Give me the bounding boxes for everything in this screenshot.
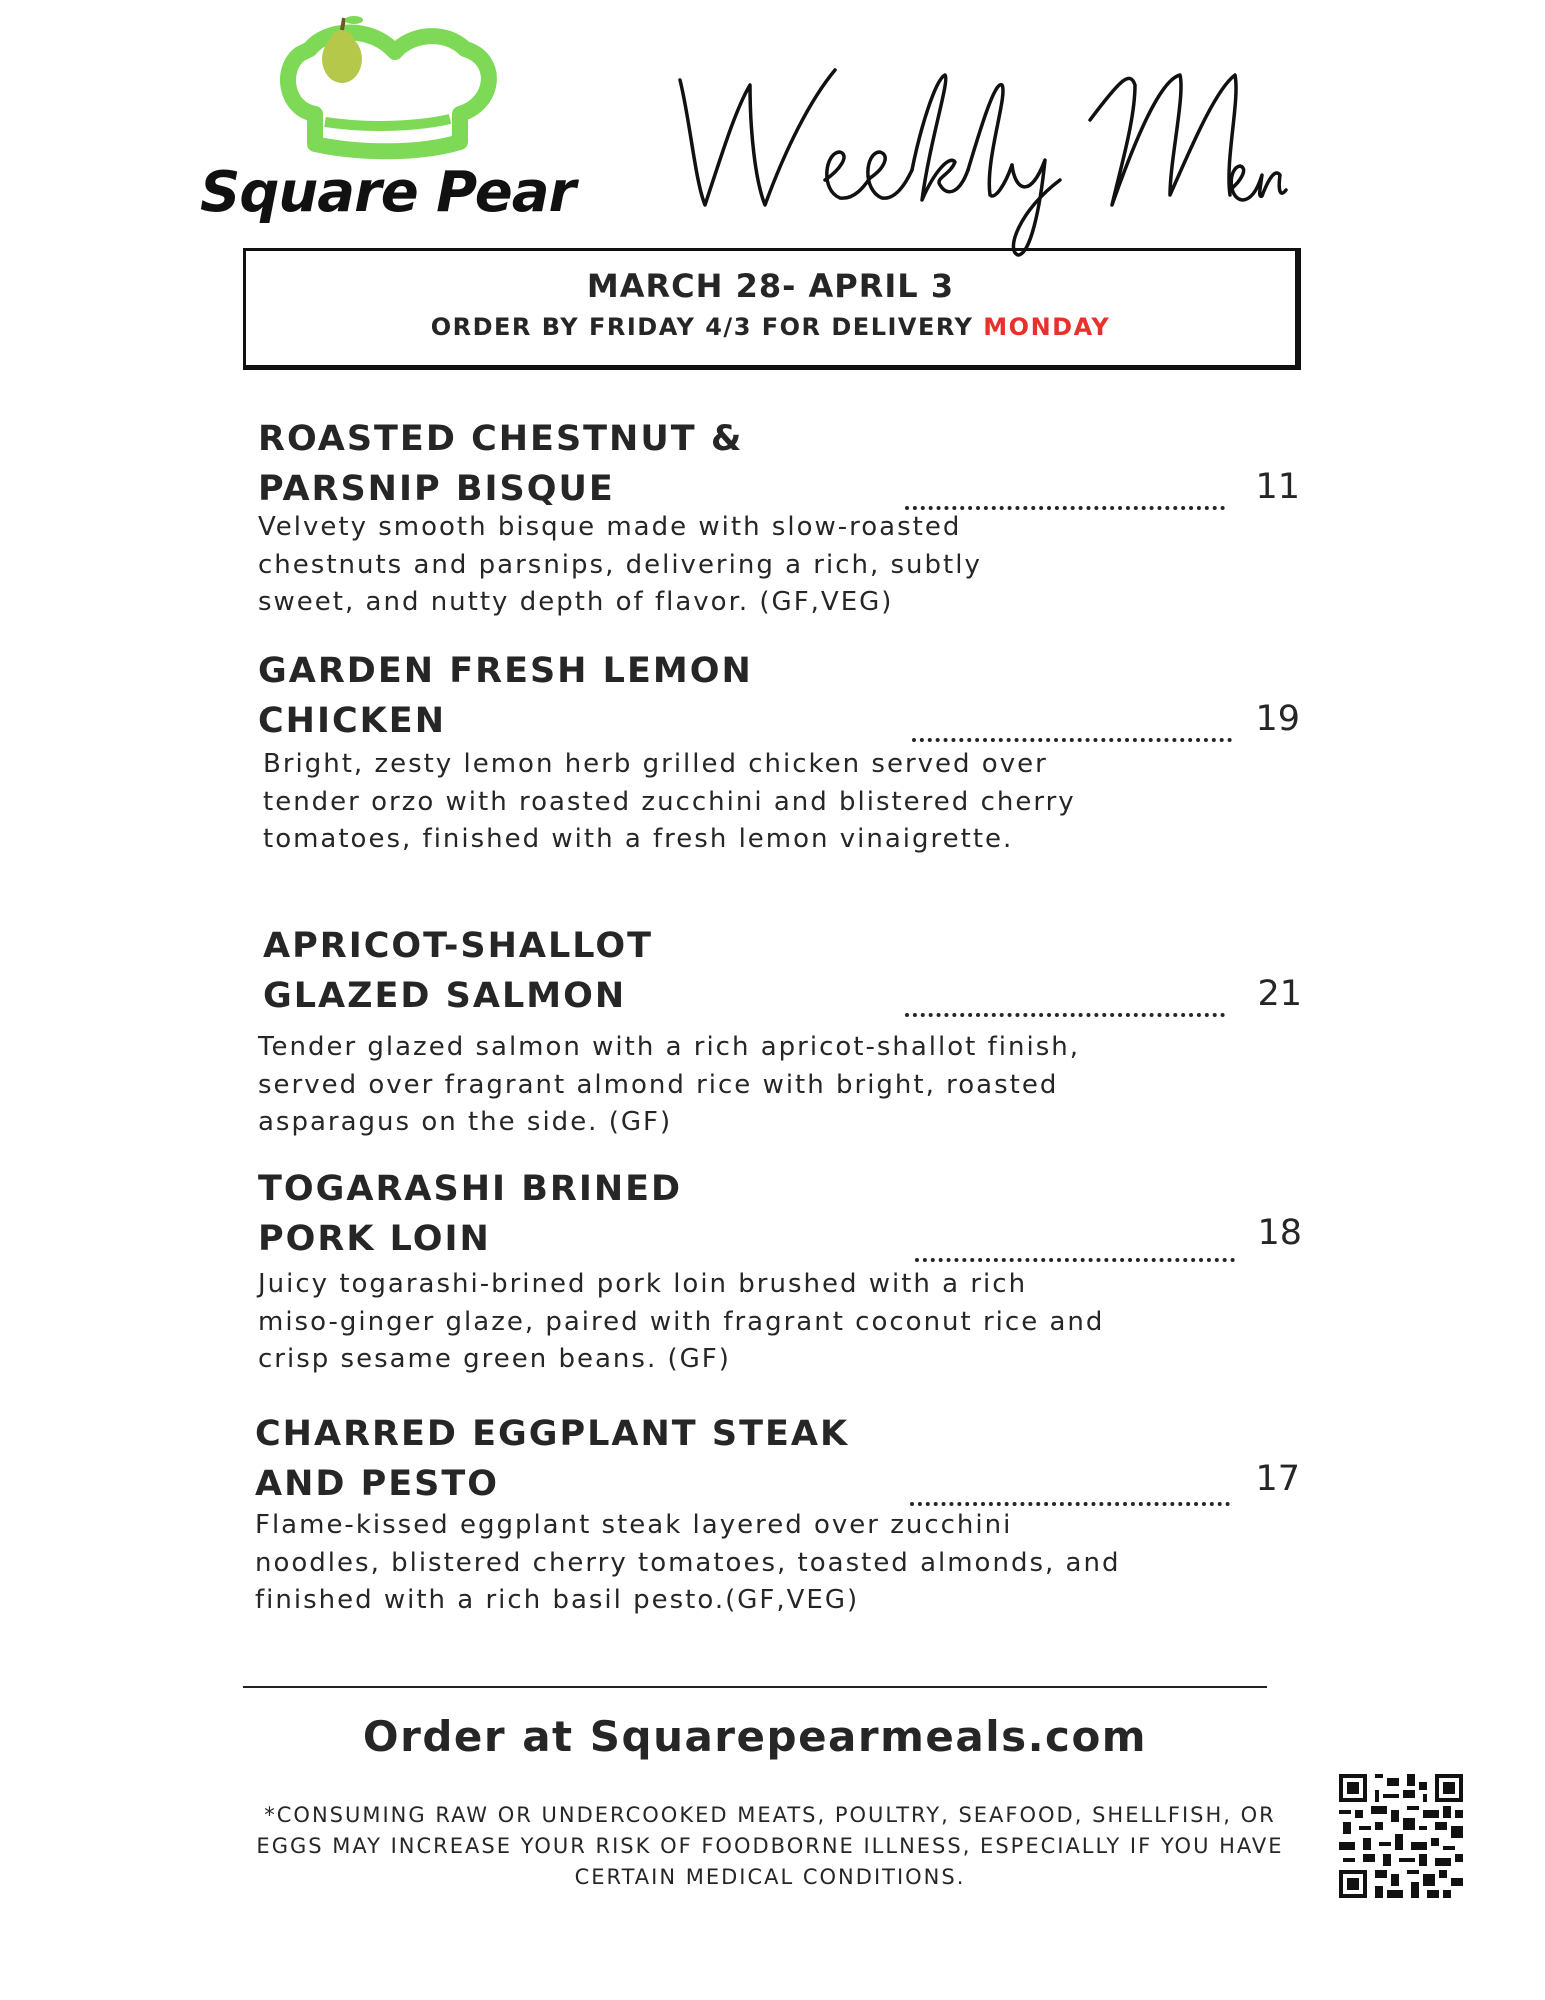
item-name-line2: AND PESTO	[255, 1464, 500, 1504]
item-name-line2: GLAZED SALMON	[263, 976, 627, 1016]
item-name-line1: CHARRED EGGPLANT STEAK	[255, 1414, 850, 1454]
price-leader	[910, 1502, 1230, 1506]
item-name-line2: PORK LOIN	[258, 1219, 491, 1259]
chef-hat-pear-logo-icon	[270, 14, 500, 174]
item-description: Juicy togarashi-brined pork loin brushed with a rich miso-ginger glaze, paired with fragrant coconut rice and crisp sesame green beans. (GF)	[258, 1269, 1105, 1374]
footer-divider	[243, 1686, 1267, 1688]
item-name-line1: APRICOT-SHALLOT	[263, 926, 653, 966]
food-safety-disclaimer: *CONSUMING RAW OR UNDERCOOKED MEATS, POULTRY, SEAFOOD, SHELLFISH, OR EGGS MAY INCREASE YOUR RISK OF FOODBORNE ILLNESS, ESPECIALLY IF YOU HAVE CERTAIN MEDICAL CONDITIONS.	[256, 1803, 1284, 1889]
item-name-line2: PARSNIP BISQUE	[258, 469, 615, 509]
menu-dates: MARCH 28- APRIL 3	[586, 267, 955, 305]
order-deadline	[246, 313, 1295, 341]
item-description: Bright, zesty lemon herb grilled chicken served over tender orzo with roasted zucchini and blistered cherry tomatoes, finished with a fresh lemon vinaigrette.	[263, 749, 1076, 854]
order-website[interactable]: Order at Squarepearmeals.com	[362, 1712, 1148, 1761]
item-description: Tender glazed salmon with a rich apricot-shallot finish, served over fragrant almond rice with bright, roasted asparagus on the side. (GF)	[258, 1032, 1080, 1137]
item-description: Flame-kissed eggplant steak layered over zucchini noodles, blistered cherry tomatoes, toasted almonds, and finished with a rich basil pesto.(GF,VEG)	[255, 1510, 1121, 1615]
order-deadline-prefix: ORDER BY FRIDAY 4/3 FOR DELIVERY	[430, 313, 974, 341]
brand-name: Square Pear	[200, 160, 576, 225]
item-price: 19	[1255, 699, 1300, 739]
item-description: Velvety smooth bisque made with slow-roasted chestnuts and parsnips, delivering a rich, subtly sweet, and nutty depth of flavor. (GF,VEG)	[258, 512, 982, 617]
delivery-day: MONDAY	[983, 313, 1111, 341]
qr-code-icon[interactable]	[1335, 1770, 1467, 1902]
item-price: 18	[1257, 1213, 1302, 1253]
item-name-line1: TOGARASHI BRINED	[258, 1169, 683, 1209]
price-leader	[905, 1013, 1225, 1017]
item-name-line2: CHICKEN	[258, 701, 447, 741]
price-leader	[912, 738, 1232, 742]
weekly-menu-script-title	[650, 40, 1290, 270]
item-name-line1: ROASTED CHESTNUT &	[258, 419, 744, 459]
header-box	[243, 248, 1301, 370]
item-price: 11	[1255, 467, 1300, 507]
item-price: 21	[1257, 974, 1302, 1014]
price-leader	[915, 1258, 1235, 1262]
item-price: 17	[1255, 1459, 1300, 1499]
item-name-line1: GARDEN FRESH LEMON	[258, 651, 753, 691]
